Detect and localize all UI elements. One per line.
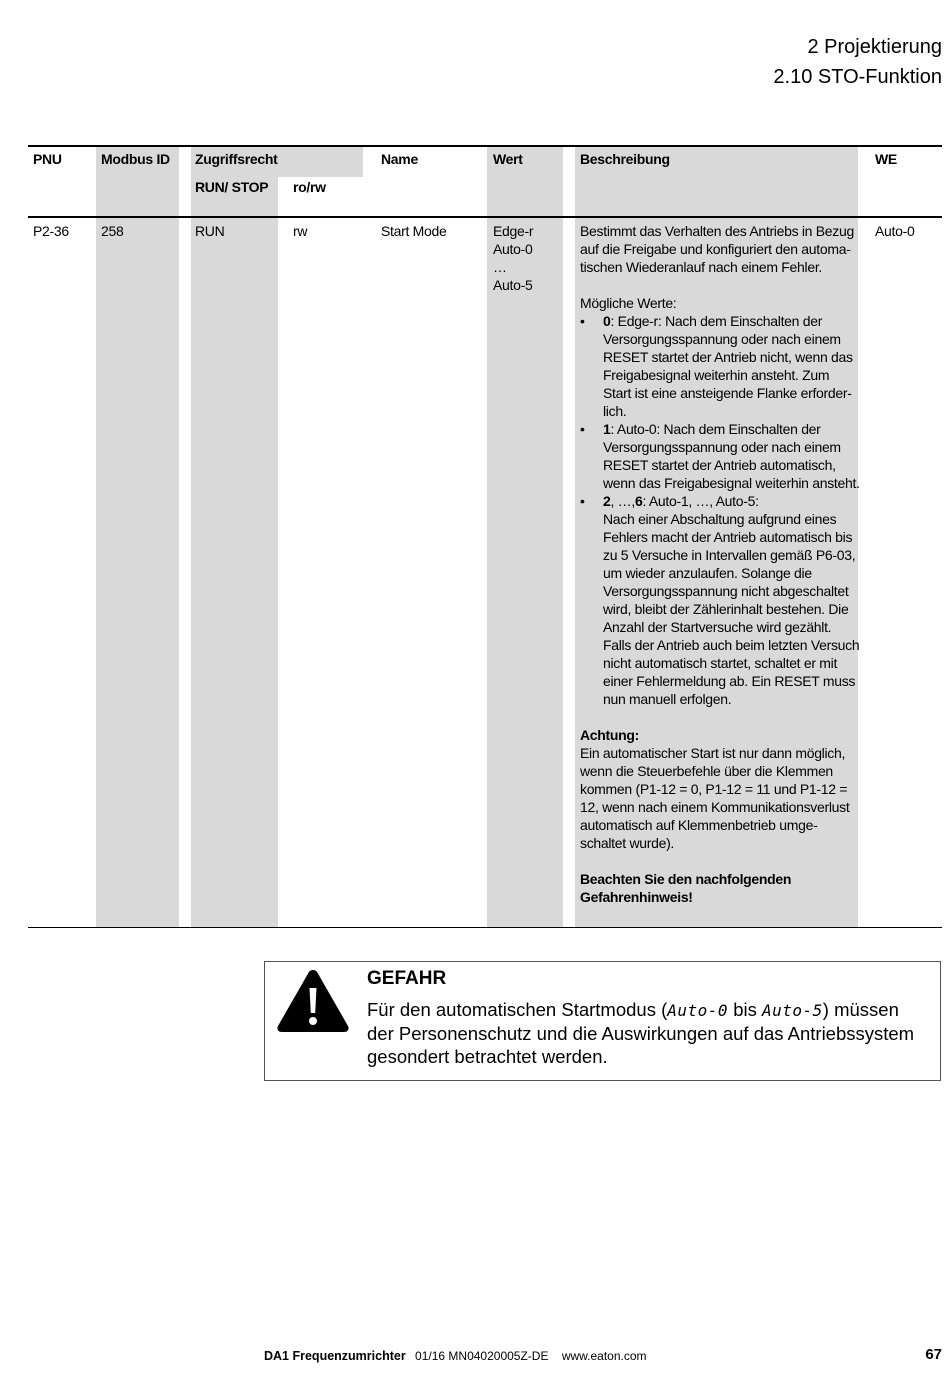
list-item (580, 312, 860, 420)
header-beschreibung: Beschreibung (580, 151, 670, 167)
row-ro-rw: rw (293, 223, 308, 239)
desc-achtung-label: Achtung: (580, 727, 640, 743)
table-top-rule (28, 145, 942, 147)
footer-url: www.eaton.com (561, 1349, 647, 1363)
wert-value: Auto-5 (493, 277, 533, 293)
value-key: 6 (634, 493, 643, 509)
wert-value: Auto-0 (493, 241, 533, 257)
table-header-rule (28, 216, 942, 218)
warning-triangle-icon (276, 968, 350, 1034)
danger-text-part: ) müssen der Personenschutz und die Auswirkungen auf das Antriebssystem gesondert betrachtet werden. (367, 999, 915, 1067)
section-title: 2.10 STO-Funktion (773, 66, 942, 88)
page-number: 67 (925, 1346, 942, 1363)
table-bottom-rule (28, 927, 942, 928)
value-text: Nach einer Abschaltung aufgrund eines Fehlers macht der Antrieb automatisch bis zu 5 Versuche in Intervallen gemäß P6-03, um wieder anzulaufen. Solange die Versorgungsspannung nicht abgeschaltet wird, bleibt der Zählerinhalt bestehen. Die Anzahl der Startversuche wird gezählt. Falls der Antrieb auch beim letzten Versuch nicht automatisch startet, schaltet er mit einer Fehlermeldung ab. Ein RESET muss nun manuell erfolgen. (603, 511, 860, 707)
danger-text (367, 998, 927, 1068)
danger-box (264, 961, 941, 1081)
desc-values-label: Mögliche Werte: (580, 295, 677, 311)
value-text: : Auto-0: Nach dem Einschalten der Versorgungsspannung oder nach einem RESET startet der Antrieb automatisch, wenn das Freigabesignal weiterhin ansteht. (603, 421, 860, 491)
danger-title: GEFAHR (367, 968, 447, 989)
value-text: : Auto-1, …, Auto-5: (642, 493, 759, 509)
list-item (580, 420, 860, 492)
row-beschreibung (580, 222, 860, 906)
zugriff-column-shade (191, 147, 278, 927)
header-wert: Wert (493, 151, 523, 167)
desc-intro: Bestimmt das Verhalten des Antriebs in Bezug auf die Freigabe und konfiguriert den automa-tischen Wiederanlauf nach einem Fehler. (580, 223, 854, 275)
header-ro-rw: ro/rw (293, 179, 326, 195)
header-zugriffsrecht: Zugriffsrecht (195, 151, 278, 167)
parameter-table (28, 145, 942, 930)
desc-achtung-text: Ein automatischer Start ist nur dann möglich, wenn die Steuerbefehle über die Klemmen kommen (P1-12 = 0, P1-12 = 11 und P1-12 = 12, wenn nach einem Kommunikationsverlust automatisch auf Klemmenbetrieb umge-schaltet wurde). (580, 745, 850, 851)
row-wert (493, 222, 533, 294)
value-key: 0 (603, 313, 611, 329)
header-pnu: PNU (33, 151, 62, 167)
danger-text-part: bis (728, 999, 762, 1020)
footer-title: DA1 Frequenzumrichter (264, 1349, 406, 1363)
wert-value: … (493, 259, 507, 275)
header-name: Name (381, 151, 418, 167)
value-text: , …, (610, 493, 635, 509)
list-item (580, 492, 860, 708)
zugriff-header-shade (278, 147, 363, 177)
footer-doc-id: 01/16 MN04020005Z-DE (415, 1349, 549, 1363)
value-text: : Edge-r: Nach dem Einschalten der Versorgungsspannung oder nach einem RESET startet der Antrieb nicht, wenn das Freigabesignal weiterhin ansteht. Zum Start ist eine ansteigende Flanke erforder-lich. (603, 313, 853, 419)
wert-value: Edge-r (493, 223, 534, 239)
desc-value-list (580, 312, 860, 708)
segment-display-value: Auto-0 (667, 1001, 729, 1020)
footer (264, 1349, 647, 1363)
header-run-stop: RUN/ STOP (195, 179, 269, 195)
header-modbus-id: Modbus ID (101, 151, 170, 167)
row-modbus-id: 258 (101, 223, 124, 239)
desc-note: Beachten Sie den nachfolgenden Gefahrenhinweis! (580, 871, 792, 905)
value-key: 1 (603, 421, 611, 437)
value-key: 2 (603, 493, 611, 509)
chapter-title: 2 Projektierung (807, 36, 942, 58)
row-we: Auto-0 (875, 223, 915, 239)
segment-display-value: Auto-5 (762, 1001, 823, 1020)
row-pnu: P2-36 (33, 223, 69, 239)
row-run-stop: RUN (195, 223, 225, 239)
modbus-column-shade (96, 147, 179, 927)
header-we: WE (875, 151, 897, 167)
danger-text-part: Für den automatischen Startmodus ( (367, 999, 668, 1020)
row-name: Start Mode (381, 223, 447, 239)
